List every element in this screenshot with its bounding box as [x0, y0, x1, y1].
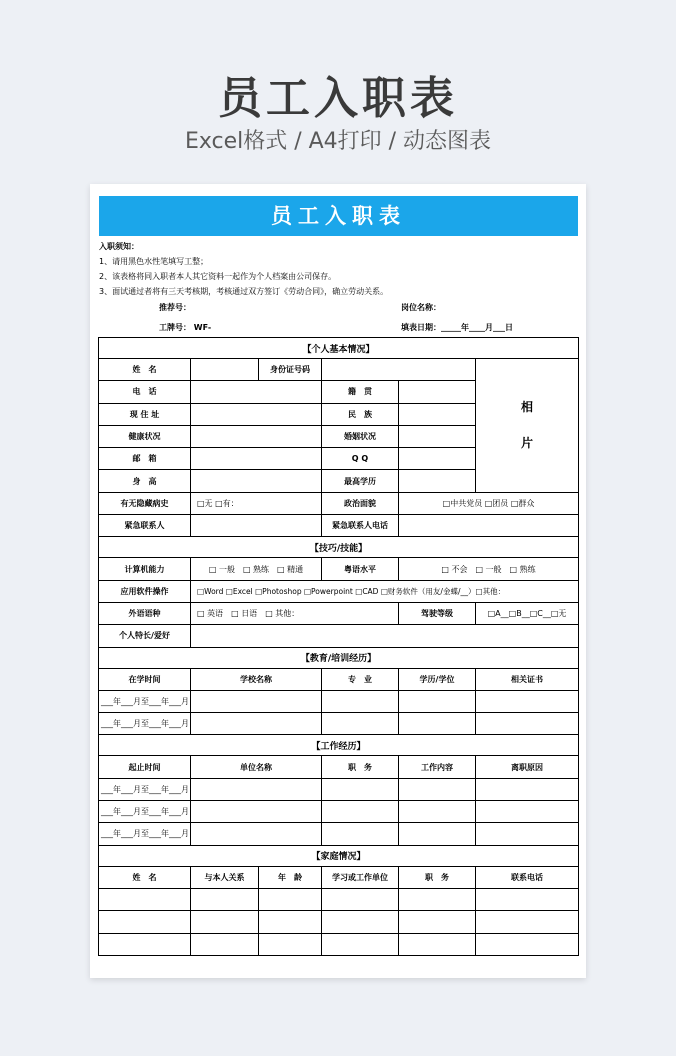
work-header: 工作内容 — [399, 756, 476, 778]
hobby-cell[interactable] — [191, 625, 579, 647]
work-cell[interactable] — [191, 778, 322, 800]
hobby-label: 个人特长/爱好 — [99, 625, 191, 647]
health-cell[interactable] — [191, 425, 322, 447]
edu-header: 专 业 — [322, 668, 399, 690]
email-cell[interactable] — [191, 448, 322, 470]
family-cell[interactable] — [322, 888, 399, 910]
edu-header: 在学时间 — [99, 668, 191, 690]
ethnicity-label: 民 族 — [322, 403, 399, 425]
edu-header: 学历/学位 — [399, 668, 476, 690]
native-label: 籍 贯 — [322, 381, 399, 403]
work-cell[interactable] — [191, 801, 322, 823]
family-cell[interactable] — [322, 933, 399, 955]
entry-form-table — [98, 337, 579, 956]
notice-item: 2、该表格将同入职者本人其它资料一起作为个人档案由公司保存。 — [99, 272, 337, 281]
family-header: 联系电话 — [476, 866, 579, 888]
language-options[interactable]: □ 英语 □ 日语 □ 其他： — [191, 602, 399, 624]
section-skills: 【技巧/技能】 — [99, 537, 579, 558]
family-header: 姓 名 — [99, 866, 191, 888]
family-cell[interactable] — [399, 888, 476, 910]
mandarin-options[interactable]: □ 不会 □ 一般 □ 熟练 — [399, 558, 579, 580]
family-cell[interactable] — [99, 888, 191, 910]
height-cell[interactable] — [191, 470, 322, 492]
edu-period[interactable]: ___年___月至___年___月 — [99, 713, 191, 735]
edu-cell[interactable] — [191, 713, 322, 735]
section-basic: 【个人基本情况】 — [99, 338, 579, 359]
native-cell[interactable] — [399, 381, 476, 403]
family-cell[interactable] — [99, 933, 191, 955]
disease-options[interactable]: □无 □有： — [191, 492, 322, 514]
name-label: 姓 名 — [99, 359, 191, 381]
notice-item: 1、请用黑色水性笔填写工整； — [99, 257, 209, 266]
family-cell[interactable] — [99, 911, 191, 933]
section-education: 【教育/培训经历】 — [99, 647, 579, 668]
work-period[interactable]: ___年___月至___年___月 — [99, 801, 191, 823]
main-title: 员工入职表 — [218, 73, 458, 124]
form-sheet — [90, 184, 586, 978]
edu-header: 学校名称 — [191, 668, 322, 690]
notice-block — [99, 239, 579, 299]
driving-options[interactable]: □A__□B__□C__□无 — [476, 602, 579, 624]
photo-text-2: 片 — [521, 436, 534, 451]
family-cell[interactable] — [191, 888, 259, 910]
contact-cell[interactable] — [191, 515, 322, 537]
computer-label: 计算机能力 — [99, 558, 191, 580]
notice-item: 3、面试通过者将有三天考核期，考核通过双方签订《劳动合同》，确立劳动关系。 — [99, 287, 389, 296]
id-label: 身份证号码 — [259, 359, 322, 381]
work-header: 职 务 — [322, 756, 399, 778]
work-cell[interactable] — [399, 801, 476, 823]
degree-cell[interactable] — [399, 470, 476, 492]
family-cell[interactable] — [476, 888, 579, 910]
work-period[interactable]: ___年___月至___年___月 — [99, 778, 191, 800]
subtitle: Excel格式 / A4打印 / 动态图表 — [184, 129, 492, 154]
software-options[interactable]: □Word □Excel □Photoshop □Powerpoint □CAD □财务软件（用友/金蝶/__）□其他： — [191, 580, 579, 602]
address-label: 现 住 址 — [99, 403, 191, 425]
family-cell[interactable] — [191, 911, 259, 933]
software-label: 应用软件操作 — [99, 580, 191, 602]
family-header: 学习或工作单位 — [322, 866, 399, 888]
edu-period[interactable]: ___年___月至___年___月 — [99, 690, 191, 712]
edu-cell[interactable] — [399, 713, 476, 735]
edu-cell[interactable] — [322, 713, 399, 735]
disease-label: 有无隐藏病史 — [99, 492, 191, 514]
phone-cell[interactable] — [191, 381, 322, 403]
work-cell[interactable] — [476, 823, 579, 845]
ethnicity-cell[interactable] — [399, 403, 476, 425]
work-cell[interactable] — [399, 823, 476, 845]
name-cell[interactable] — [191, 359, 259, 381]
id-cell[interactable] — [322, 359, 476, 381]
height-label: 身 高 — [99, 470, 191, 492]
contact-phone-cell[interactable] — [399, 515, 579, 537]
recommender-label: 推荐号： — [159, 303, 191, 312]
work-header: 单位名称 — [191, 756, 322, 778]
family-header: 与本人关系 — [191, 866, 259, 888]
position-label: 岗位名称： — [401, 303, 441, 312]
work-period[interactable]: ___年___月至___年___月 — [99, 823, 191, 845]
job-number-label: 工牌号： WF- — [159, 323, 212, 332]
notice-head: 入职须知： — [99, 242, 139, 251]
work-cell[interactable] — [399, 778, 476, 800]
family-header: 年 龄 — [259, 866, 322, 888]
email-label: 邮 箱 — [99, 448, 191, 470]
family-cell[interactable] — [399, 933, 476, 955]
work-cell[interactable] — [322, 823, 399, 845]
marital-cell[interactable] — [399, 425, 476, 447]
family-cell[interactable] — [259, 933, 322, 955]
form-banner: 员工入职表 — [99, 196, 578, 236]
work-header: 起止时间 — [99, 756, 191, 778]
family-cell[interactable] — [259, 911, 322, 933]
edu-cell[interactable] — [191, 690, 322, 712]
family-cell[interactable] — [322, 911, 399, 933]
work-cell[interactable] — [322, 801, 399, 823]
health-label: 健康状况 — [99, 425, 191, 447]
family-cell[interactable] — [259, 888, 322, 910]
politics-label: 政治面貌 — [322, 492, 399, 514]
work-cell[interactable] — [476, 778, 579, 800]
work-cell[interactable] — [322, 778, 399, 800]
work-cell[interactable] — [191, 823, 322, 845]
family-cell[interactable] — [476, 933, 579, 955]
edu-cell[interactable] — [476, 690, 579, 712]
edu-cell[interactable] — [399, 690, 476, 712]
work-cell[interactable] — [476, 801, 579, 823]
edu-cell[interactable] — [476, 713, 579, 735]
family-cell[interactable] — [399, 911, 476, 933]
qq-cell[interactable] — [399, 448, 476, 470]
contact-phone-label: 紧急联系人电话 — [322, 515, 399, 537]
mandarin-label: 粤语水平 — [322, 558, 399, 580]
phone-label: 电 话 — [99, 381, 191, 403]
fill-date-label: 填表日期：_____年____月___日 — [401, 323, 513, 332]
language-label: 外语语种 — [99, 602, 191, 624]
photo-text-1: 相 — [521, 400, 534, 415]
degree-label: 最高学历 — [322, 470, 399, 492]
family-cell[interactable] — [191, 933, 259, 955]
contact-label: 紧急联系人 — [99, 515, 191, 537]
section-work: 【工作经历】 — [99, 735, 579, 756]
family-header: 职 务 — [399, 866, 476, 888]
computer-options[interactable]: □ 一般 □ 熟练 □ 精通 — [191, 558, 322, 580]
qq-label: Q Q — [322, 448, 399, 470]
section-family: 【家庭情况】 — [99, 845, 579, 866]
address-cell[interactable] — [191, 403, 322, 425]
politics-options[interactable]: □中共党员 □团员 □群众 — [399, 492, 579, 514]
marital-label: 婚姻状况 — [322, 425, 399, 447]
work-header: 离职原因 — [476, 756, 579, 778]
driving-label: 驾驶等级 — [399, 602, 476, 624]
edu-cell[interactable] — [322, 690, 399, 712]
family-cell[interactable] — [476, 911, 579, 933]
photo-box[interactable] — [476, 359, 579, 493]
edu-header: 相关证书 — [476, 668, 579, 690]
